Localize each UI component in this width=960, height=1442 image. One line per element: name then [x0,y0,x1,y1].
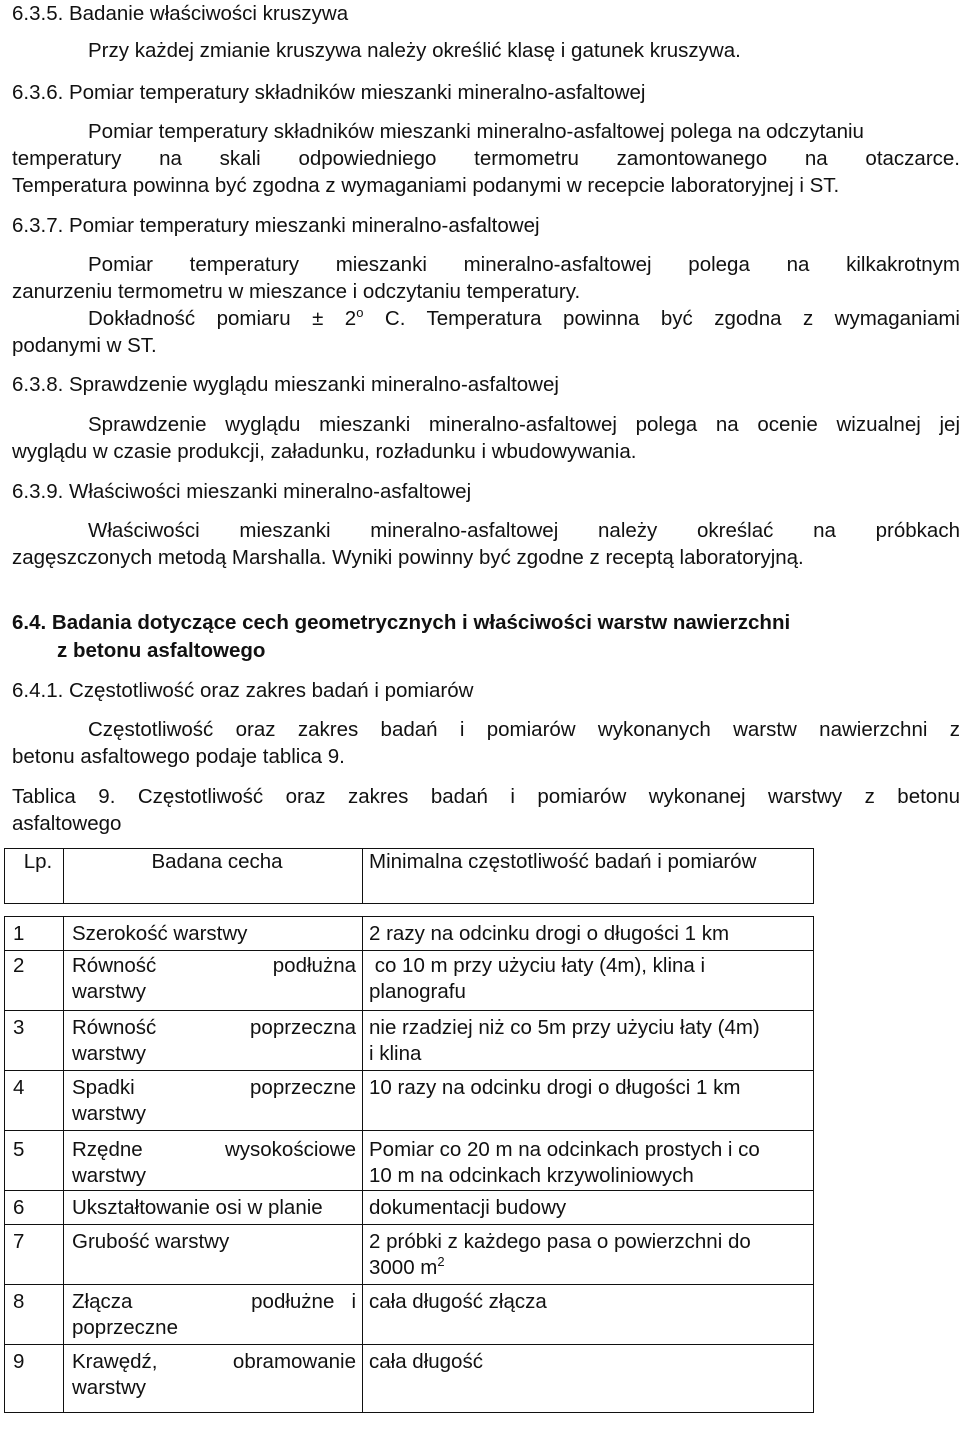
cell-lp: 6 [5,1191,64,1225]
table-row [5,951,814,1011]
table-row [5,917,814,951]
header-badana-cecha: Badana cecha [64,849,363,904]
cell-frequency: nie rzadziej niż co 5m przy użyciu łaty (4m) i klina [363,1011,814,1071]
cell-frequency: 2 razy na odcinku drogi o długości 1 km [363,917,814,951]
cell-cecha: Złącza podłużne i poprzeczne [64,1285,363,1345]
cell-lp: 4 [5,1071,64,1131]
section-heading-6-4: 6.4. Badania dotyczące cech geometrycznych i właściwości warstw nawierzchni [12,611,791,634]
cell-lp: 7 [5,1225,64,1285]
paragraph-6-3-5: Przy każdej zmianie kruszywa należy określić klasę i gatunek kruszywa. [88,39,741,62]
section-heading-6-3-7: 6.3.7. Pomiar temperatury mieszanki mineralno-asfaltowej [12,214,540,237]
paragraph-6-3-7-line2: zanurzeniu termometru w mieszance i odczytaniu temperatury. [12,280,581,303]
table-caption-line2: asfaltowego [12,812,122,835]
cell-lp: 5 [5,1131,64,1191]
cell-cecha: Rzędne wysokościowe warstwy [64,1131,363,1191]
paragraph-6-3-6-line3: Temperatura powinna być zgodna z wymaganiami podanymi w recepcie laboratoryjnej i ST. [12,174,840,197]
table-row [5,1345,814,1413]
cell-lp: 3 [5,1011,64,1071]
cell-frequency: dokumentacji budowy [363,1191,814,1225]
cell-cecha: Krawędź, obramowanie warstwy [64,1345,363,1413]
paragraph-6-3-6-line2: temperatury na skali odpowiedniego termometru zamontowanego na otaczarce. [12,147,960,170]
cell-cecha: Równość podłużna warstwy [64,951,363,1011]
cell-frequency: 2 próbki z każdego pasa o powierzchni do 3000 $m^2$ [363,1225,814,1285]
paragraph-6-3-9-line1: Właściwości mieszanki mineralno-asfaltowej należy określać na próbkach [88,519,960,542]
cell-cecha: Grubość warstwy [64,1225,363,1285]
paragraph-6-3-8-line1: Sprawdzenie wyglądu mieszanki mineralno-asfaltowej polega na ocenie wizualnej jej [88,413,960,436]
table-row [5,1131,814,1191]
table-header-row [5,849,814,904]
paragraph-6-3-8-line2: wyglądu w czasie produkcji, załadunku, rozładunku i wbudowywania. [12,440,637,463]
paragraph-6-3-6-line1: Pomiar temperatury składników mieszanki mineralno-asfaltowej polega na odczytaniu [88,120,864,143]
table-row [5,1285,814,1345]
paragraph-6-4-1-line1: Częstotliwość oraz zakres badań i pomiarów wykonanych warstw nawierzchni z [88,718,960,741]
paragraph-6-3-9-line2: zagęszczonych metodą Marshalla. Wyniki powinny być zgodne z receptą laboratoryjną. [12,546,804,569]
section-heading-6-3-6: 6.3.6. Pomiar temperatury składników mieszanki mineralno-asfaltowej [12,81,646,104]
cell-cecha: Spadki poprzeczne warstwy [64,1071,363,1131]
cell-cecha: Równość poprzeczna warstwy [64,1011,363,1071]
cell-cecha: Ukształtowanie osi w planie [64,1191,363,1225]
cell-frequency: Pomiar co 20 m na odcinkach prostych i co 10 m na odcinkach krzywoliniowych [363,1131,814,1191]
section-heading-6-4-1: 6.4.1. Częstotliwość oraz zakres badań i pomiarów [12,679,474,702]
cell-frequency: cała długość złącza [363,1285,814,1345]
cell-cecha: Szerokość warstwy [64,917,363,951]
paragraph-6-3-7-line4: podanymi w ST. [12,334,157,357]
table-row [5,1071,814,1131]
cell-frequency: cała długość [363,1345,814,1413]
paragraph-6-4-1-line2: betonu asfaltowego podaje tablica 9. [12,745,345,768]
section-heading-6-3-5: 6.3.5. Badanie właściwości kruszywa [12,2,349,25]
header-czestotliwosc: Minimalna częstotliwość badań i pomiarów [363,849,814,904]
cell-lp: 8 [5,1285,64,1345]
cell-frequency: co 10 m przy użyciu łaty (4m), klina i planografu [363,951,814,1011]
section-heading-6-3-8: 6.3.8. Sprawdzenie wyglądu mieszanki mineralno-asfaltowej [12,373,559,396]
cell-lp: 9 [5,1345,64,1413]
table-caption-line1: Tablica 9. Częstotliwość oraz zakres badań i pomiarów wykonanej warstwy z betonu [12,785,960,808]
section-heading-6-3-9: 6.3.9. Właściwości mieszanki mineralno-asfaltowej [12,480,472,503]
frequency-table [4,848,814,1413]
table-row [5,1225,814,1285]
paragraph-6-3-7-line1: Pomiar temperatury mieszanki mineralno-asfaltowej polega na kilkakrotnym [88,253,960,276]
header-lp: Lp. [5,849,64,904]
table-row [5,1191,814,1225]
cell-frequency: 10 razy na odcinku drogi o długości 1 km [363,1071,814,1131]
section-heading-6-4-cont: z betonu asfaltowego [57,639,266,662]
table-row [5,1011,814,1071]
cell-lp: 1 [5,917,64,951]
cell-lp: 2 [5,951,64,1011]
paragraph-6-3-7-line3: Dokładność pomiaru ± $2^o$ C. Temperatura powinna być zgodna z wymaganiami [88,305,960,330]
